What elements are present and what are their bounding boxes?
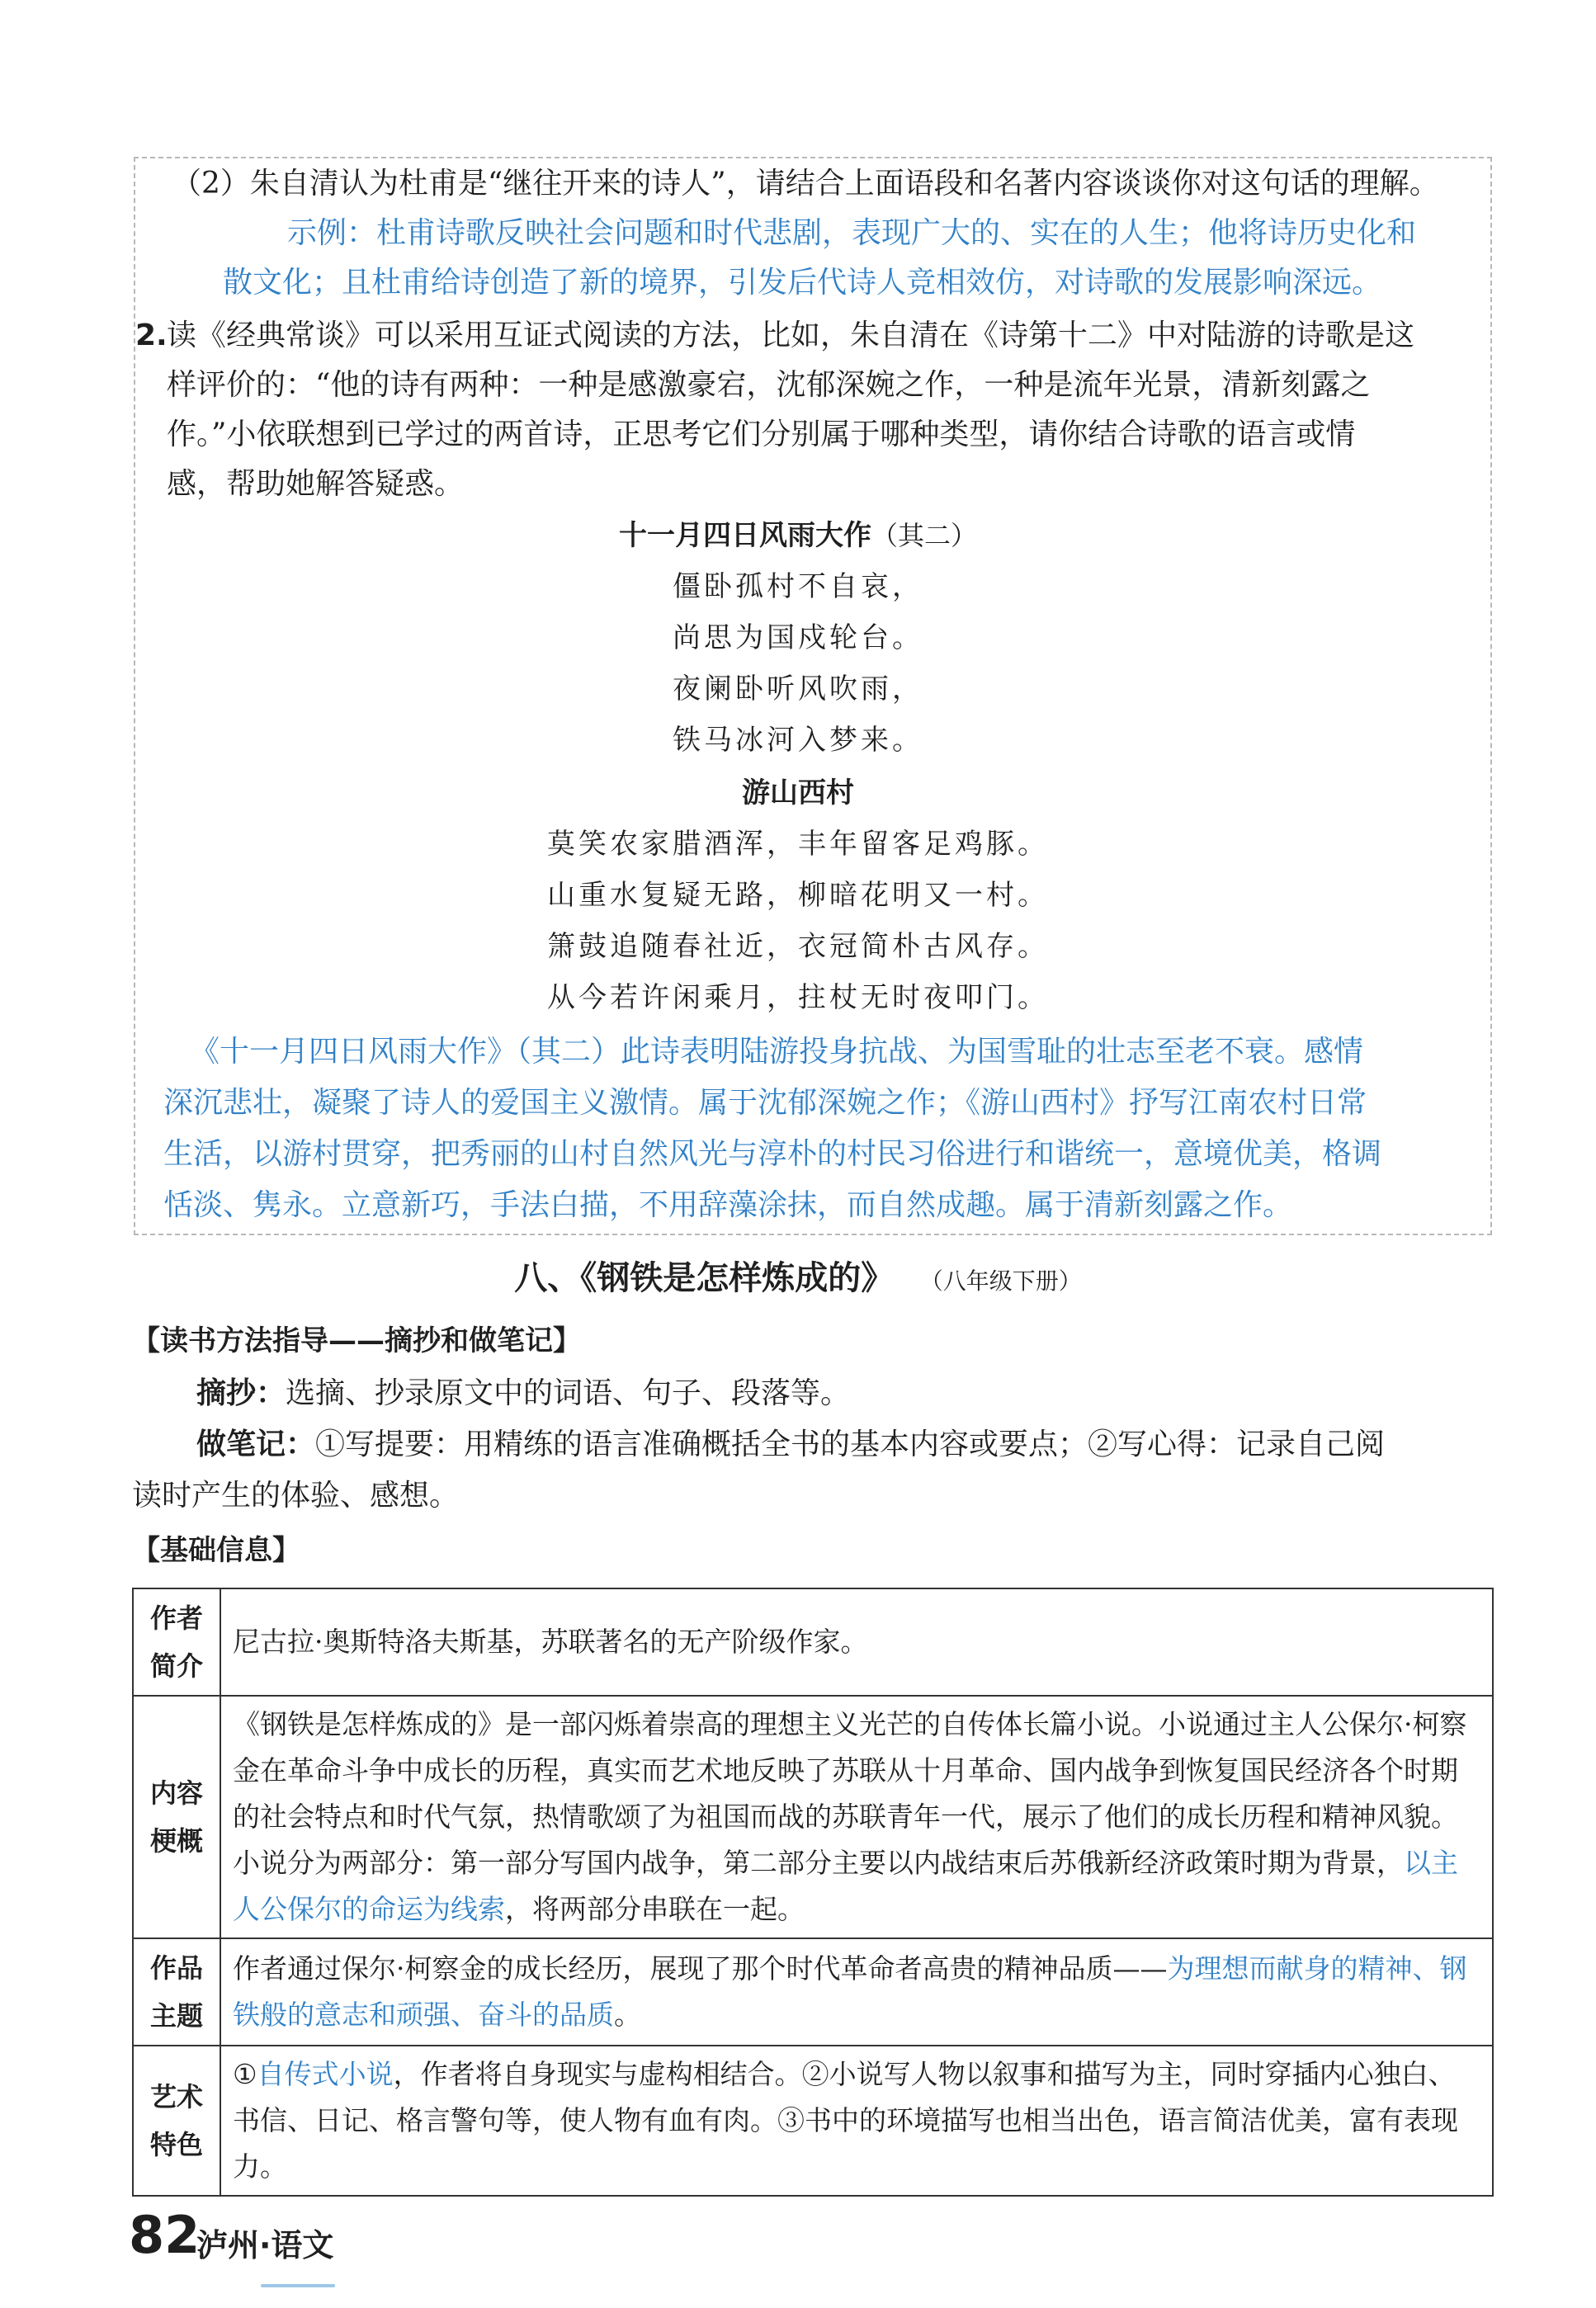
- table-row: [133, 1696, 1493, 1938]
- table-row: [133, 1938, 1493, 2046]
- footer-title: 泸州·语文: [196, 2227, 334, 2263]
- table-row: [133, 1588, 1493, 1696]
- question-2-sub: （2）朱自清认为杜甫是“继往开来的诗人”，请结合上面语段和名著内容谈谈你对这句话的理解。: [172, 167, 1439, 201]
- row-label: 艺术 特色: [133, 2046, 220, 2196]
- answer-line: 恬淡、隽永。立意新巧，手法白描，不用辞藻涂抹，而自然成趣。属于清新刻露之作。: [163, 1188, 1293, 1222]
- poem-title-text: 游山西村: [742, 776, 854, 809]
- poem-line: 从今若许闲乘月，拄杖无时夜叩门。: [547, 981, 1049, 1014]
- page-number: 82: [129, 2205, 201, 2265]
- answer-line: 示例：杜甫诗歌反映社会问题和时代悲剧，表现广大的、实在的人生；他将诗历史化和: [287, 216, 1417, 250]
- answer-line: 《十一月四日风雨大作》（其二）此诗表明陆游投身抗战、为国雪耻的壮志至老不衰。感情: [190, 1035, 1364, 1069]
- highlight-text: 自传式小说: [257, 2058, 394, 2090]
- answer-line: 生活，以游村贯穿，把秀丽的山村自然风光与淳朴的村民习俗进行和谐统一，意境优美，格调: [163, 1137, 1382, 1171]
- answer-line: 深沉悲壮，凝聚了诗人的爱国主义激情。属于沈郁深婉之作；《游山西村》抒写江南农村日常: [163, 1086, 1367, 1120]
- row-label: 作品 主题: [133, 1938, 220, 2046]
- biji-label: 做笔记：: [196, 1428, 316, 1461]
- poem-title-text: 十一月四日风雨大作: [618, 519, 871, 552]
- question-number: 2.: [135, 319, 168, 352]
- poem-subtitle: （其二）: [871, 520, 977, 551]
- basic-info-table: [132, 1588, 1494, 2197]
- question-text: 样评价的：“他的诗有两种：一种是感激豪宕，沈郁深婉之作，一种是流年光景，清新刻露之: [167, 368, 1371, 402]
- poem-title: [0, 513, 1596, 558]
- poem-line: 莫笑农家腊酒浑，丰年留客足鸡豚。: [547, 828, 1049, 861]
- question-text: 感，帮助她解答疑惑。: [167, 467, 465, 501]
- chapter-grade: （八年级下册）: [919, 1267, 1082, 1295]
- chapter-heading: [0, 1256, 1596, 1304]
- row-content: 作者通过保尔·柯察金的成长经历，展现了那个时代革命者高贵的精神品质——为理想而献身的精神、钢铁般的意志和顽强、奋斗的品质。: [220, 1938, 1493, 2046]
- row-content: ①自传式小说，作者将自身现实与虚构相结合。②小说写人物以叙事和描写为主，同时穿插内心独白、书信、日记、格言警句等，使人物有血有肉。③书中的环境描写也相当出色，语言简洁优美，富有表现力。: [220, 2046, 1493, 2196]
- biji-text: ①写提要：用精练的语言准确概括全书的基本内容或要点；②写心得：记录自己阅: [315, 1428, 1386, 1461]
- poem-title: [0, 771, 1596, 815]
- zhaichao-label: 摘抄：: [196, 1376, 286, 1410]
- row-content: 《钢铁是怎样炼成的》是一部闪烁着崇高的理想主义光芒的自传体长篇小说。小说通过主人公保尔·柯察金在革命斗争中成长的历程，真实而艺术地反映了苏联从十月革命、国内战争到恢复国民经济各个时期的社会特点和时代气氛，热情歌颂了为祖国而战的苏联青年一代，展示了他们的成长历程和精神风貌。小说分为两部分：第一部分写国内战争，第二部分主要以内战结束后苏俄新经济政策时期为背景，以主人公保尔的命运为线索，将两部分串联在一起。: [220, 1696, 1493, 1938]
- highlight-text: 为理想而献身的精神、钢铁般的意志和顽强、奋斗的品质: [233, 1952, 1467, 2031]
- answer-line: 散文化；且杜甫给诗创造了新的境界，引发后代诗人竞相效仿，对诗歌的发展影响深远。: [223, 266, 1382, 300]
- row-label: 作者 简介: [133, 1588, 220, 1696]
- biji-text-cont: 读时产生的体验、感想。: [132, 1479, 460, 1513]
- poem-line: 箫鼓追随春社近，衣冠简朴古风存。: [547, 930, 1049, 963]
- row-content: 尼古拉·奥斯特洛夫斯基，苏联著名的无产阶级作家。: [220, 1588, 1493, 1696]
- table-row: [133, 2046, 1493, 2196]
- highlight-text: 以主人公保尔的命运为线索: [233, 1847, 1458, 1925]
- poem-line: 铁马冰河入梦来。: [673, 724, 923, 757]
- poem-line: 僵卧孤村不自哀，: [673, 570, 923, 603]
- row-label: 内容 梗概: [133, 1696, 220, 1938]
- question-text: 作。”小依联想到已学过的两首诗，正思考它们分别属于哪种类型，请你结合诗歌的语言或情: [167, 418, 1356, 451]
- zhaichao: [196, 1371, 850, 1416]
- poem-line: 尚思为国戍轮台。: [673, 621, 923, 654]
- zhaichao-text: 选摘、抄录原文中的词语、句子、段落等。: [286, 1376, 851, 1410]
- footer-underline: [261, 2284, 335, 2287]
- basic-heading: 【基础信息】: [132, 1534, 300, 1567]
- question-text: 读《经典常谈》可以采用互证式阅读的方法，比如，朱自清在《诗第十二》中对陆游的诗歌是这: [167, 319, 1415, 352]
- biji: [196, 1423, 1385, 1467]
- poem-line: 夜阑卧听风吹雨，: [673, 673, 923, 706]
- chapter-title: 八、《钢铁是怎样炼成的》: [514, 1259, 895, 1297]
- poem-line: 山重水复疑无路，柳暗花明又一村。: [547, 879, 1049, 912]
- method-heading: 【读书方法指导——摘抄和做笔记】: [132, 1324, 581, 1357]
